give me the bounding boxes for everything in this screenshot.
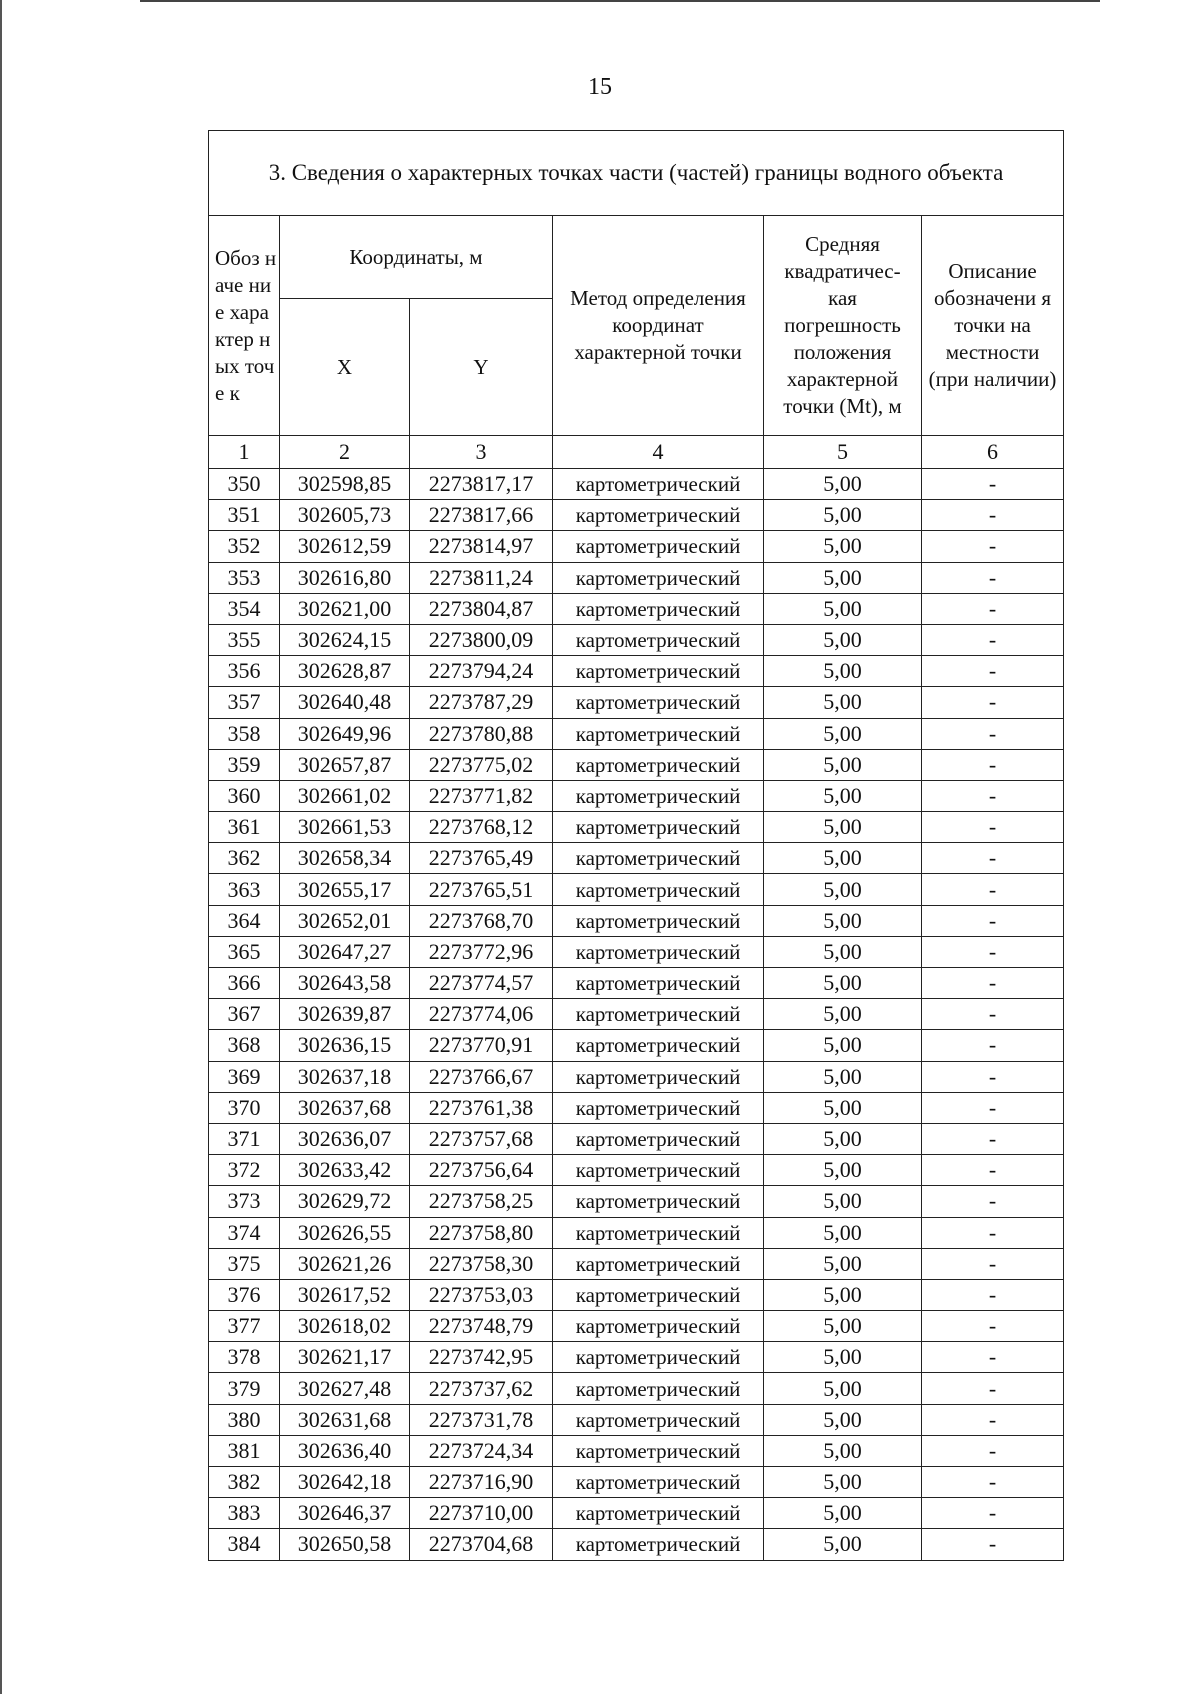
table-row	[209, 1311, 1064, 1342]
method-cell: картометрический	[553, 1311, 764, 1342]
description-cell: -	[922, 843, 1064, 874]
description-cell: -	[922, 1217, 1064, 1248]
error-cell: 5,00	[764, 656, 922, 687]
description-cell: -	[922, 1498, 1064, 1529]
x-coordinate-cell: 302633,42	[280, 1155, 410, 1186]
y-coordinate-cell: 2273804,87	[410, 593, 553, 624]
y-coordinate-cell: 2273800,09	[410, 624, 553, 655]
y-coordinate-cell: 2273761,38	[410, 1092, 553, 1123]
y-coordinate-cell: 2273817,17	[410, 469, 553, 500]
method-cell: картометрический	[553, 968, 764, 999]
x-coordinate-cell: 302628,87	[280, 656, 410, 687]
x-coordinate-cell: 302617,52	[280, 1279, 410, 1310]
method-cell: картометрический	[553, 1061, 764, 1092]
description-cell: -	[922, 656, 1064, 687]
y-coordinate-cell: 2273757,68	[410, 1123, 553, 1154]
y-coordinate-cell: 2273704,68	[410, 1529, 553, 1560]
y-coordinate-cell: 2273756,64	[410, 1155, 553, 1186]
error-cell: 5,00	[764, 562, 922, 593]
x-coordinate-cell: 302655,17	[280, 874, 410, 905]
x-coordinate-cell: 302631,68	[280, 1404, 410, 1435]
x-coordinate-cell: 302637,18	[280, 1061, 410, 1092]
table-row	[209, 812, 1064, 843]
method-cell: картометрический	[553, 531, 764, 562]
y-coordinate-cell: 2273748,79	[410, 1311, 553, 1342]
error-cell: 5,00	[764, 624, 922, 655]
header-designation: Обоз наче ние хара ктер ных точе к	[209, 216, 280, 436]
y-coordinate-cell: 2273817,66	[410, 500, 553, 531]
point-number-cell: 372	[209, 1155, 280, 1186]
table-row	[209, 936, 1064, 967]
error-cell: 5,00	[764, 1529, 922, 1560]
y-coordinate-cell: 2273774,57	[410, 968, 553, 999]
error-cell: 5,00	[764, 1217, 922, 1248]
x-coordinate-cell: 302661,53	[280, 812, 410, 843]
x-coordinate-cell: 302627,48	[280, 1373, 410, 1404]
error-cell: 5,00	[764, 1435, 922, 1466]
y-coordinate-cell: 2273811,24	[410, 562, 553, 593]
method-cell: картометрический	[553, 562, 764, 593]
point-number-cell: 373	[209, 1186, 280, 1217]
point-number-cell: 355	[209, 624, 280, 655]
description-cell: -	[922, 1248, 1064, 1279]
y-coordinate-cell: 2273724,34	[410, 1435, 553, 1466]
x-coordinate-cell: 302629,72	[280, 1186, 410, 1217]
table-row	[209, 1404, 1064, 1435]
description-cell: -	[922, 780, 1064, 811]
method-cell: картометрический	[553, 1404, 764, 1435]
y-coordinate-cell: 2273758,30	[410, 1248, 553, 1279]
point-number-cell: 365	[209, 936, 280, 967]
x-coordinate-cell: 302636,40	[280, 1435, 410, 1466]
error-cell: 5,00	[764, 1279, 922, 1310]
column-number: 6	[922, 436, 1064, 469]
point-number-cell: 370	[209, 1092, 280, 1123]
method-cell: картометрический	[553, 1529, 764, 1560]
description-cell: -	[922, 1061, 1064, 1092]
x-coordinate-cell: 302621,26	[280, 1248, 410, 1279]
method-cell: картометрический	[553, 936, 764, 967]
x-coordinate-cell: 302598,85	[280, 469, 410, 500]
table-row	[209, 874, 1064, 905]
table-row	[209, 1217, 1064, 1248]
table-row	[209, 780, 1064, 811]
error-cell: 5,00	[764, 1061, 922, 1092]
error-cell: 5,00	[764, 1467, 922, 1498]
description-cell: -	[922, 1186, 1064, 1217]
point-number-cell: 381	[209, 1435, 280, 1466]
method-cell: картометрический	[553, 1217, 764, 1248]
table-row	[209, 1529, 1064, 1560]
description-cell: -	[922, 1092, 1064, 1123]
y-coordinate-cell: 2273765,49	[410, 843, 553, 874]
column-number: 2	[280, 436, 410, 469]
y-coordinate-cell: 2273787,29	[410, 687, 553, 718]
table-row	[209, 1373, 1064, 1404]
point-number-cell: 383	[209, 1498, 280, 1529]
method-cell: картометрический	[553, 718, 764, 749]
method-cell: картометрический	[553, 1248, 764, 1279]
point-number-cell: 380	[209, 1404, 280, 1435]
description-cell: -	[922, 500, 1064, 531]
description-cell: -	[922, 968, 1064, 999]
description-cell: -	[922, 936, 1064, 967]
error-cell: 5,00	[764, 1373, 922, 1404]
column-number: 3	[410, 436, 553, 469]
y-coordinate-cell: 2273780,88	[410, 718, 553, 749]
description-cell: -	[922, 1342, 1064, 1373]
point-number-cell: 350	[209, 469, 280, 500]
point-number-cell: 357	[209, 687, 280, 718]
point-number-cell: 374	[209, 1217, 280, 1248]
y-coordinate-cell: 2273765,51	[410, 874, 553, 905]
method-cell: картометрический	[553, 500, 764, 531]
y-coordinate-cell: 2273737,62	[410, 1373, 553, 1404]
error-cell: 5,00	[764, 1404, 922, 1435]
header-x: X	[280, 299, 410, 436]
error-cell: 5,00	[764, 1342, 922, 1373]
description-cell: -	[922, 1404, 1064, 1435]
point-number-cell: 356	[209, 656, 280, 687]
y-coordinate-cell: 2273794,24	[410, 656, 553, 687]
header-y: Y	[410, 299, 553, 436]
y-coordinate-cell: 2273758,25	[410, 1186, 553, 1217]
table-row	[209, 624, 1064, 655]
description-cell: -	[922, 1311, 1064, 1342]
x-coordinate-cell: 302626,55	[280, 1217, 410, 1248]
header-coordinates: Координаты, м	[280, 216, 553, 299]
table-row	[209, 687, 1064, 718]
x-coordinate-cell: 302624,15	[280, 624, 410, 655]
x-coordinate-cell: 302642,18	[280, 1467, 410, 1498]
point-number-cell: 359	[209, 749, 280, 780]
y-coordinate-cell: 2273772,96	[410, 936, 553, 967]
table-row	[209, 1186, 1064, 1217]
error-cell: 5,00	[764, 1155, 922, 1186]
description-cell: -	[922, 999, 1064, 1030]
method-cell: картометрический	[553, 687, 764, 718]
error-cell: 5,00	[764, 531, 922, 562]
table-row	[209, 1467, 1064, 1498]
point-number-cell: 360	[209, 780, 280, 811]
point-number-cell: 378	[209, 1342, 280, 1373]
x-coordinate-cell: 302637,68	[280, 1092, 410, 1123]
x-coordinate-cell: 302649,96	[280, 718, 410, 749]
y-coordinate-cell: 2273814,97	[410, 531, 553, 562]
table-row	[209, 469, 1064, 500]
scan-edge-left	[0, 0, 2, 1694]
error-cell: 5,00	[764, 1498, 922, 1529]
x-coordinate-cell: 302621,17	[280, 1342, 410, 1373]
table-title: 3. Сведения о характерных точках части (частей) границы водного объекта	[209, 131, 1064, 216]
description-cell: -	[922, 718, 1064, 749]
table-row	[209, 843, 1064, 874]
table-row	[209, 500, 1064, 531]
point-number-cell: 375	[209, 1248, 280, 1279]
y-coordinate-cell: 2273742,95	[410, 1342, 553, 1373]
x-coordinate-cell: 302616,80	[280, 562, 410, 593]
table-row	[209, 1123, 1064, 1154]
description-cell: -	[922, 812, 1064, 843]
error-cell: 5,00	[764, 687, 922, 718]
method-cell: картометрический	[553, 624, 764, 655]
description-cell: -	[922, 624, 1064, 655]
table-row	[209, 1435, 1064, 1466]
point-number-cell: 379	[209, 1373, 280, 1404]
error-cell: 5,00	[764, 469, 922, 500]
method-cell: картометрический	[553, 812, 764, 843]
table-row	[209, 1092, 1064, 1123]
point-number-cell: 366	[209, 968, 280, 999]
table-row	[209, 1342, 1064, 1373]
method-cell: картометрический	[553, 1435, 764, 1466]
x-coordinate-cell: 302647,27	[280, 936, 410, 967]
method-cell: картометрический	[553, 1498, 764, 1529]
y-coordinate-cell: 2273768,70	[410, 905, 553, 936]
error-cell: 5,00	[764, 1092, 922, 1123]
error-cell: 5,00	[764, 905, 922, 936]
method-cell: картометрический	[553, 656, 764, 687]
x-coordinate-cell: 302639,87	[280, 999, 410, 1030]
point-number-cell: 352	[209, 531, 280, 562]
y-coordinate-cell: 2273753,03	[410, 1279, 553, 1310]
error-cell: 5,00	[764, 749, 922, 780]
point-number-cell: 362	[209, 843, 280, 874]
error-cell: 5,00	[764, 593, 922, 624]
error-cell: 5,00	[764, 874, 922, 905]
method-cell: картометрический	[553, 1030, 764, 1061]
x-coordinate-cell: 302661,02	[280, 780, 410, 811]
column-number: 5	[764, 436, 922, 469]
table-row	[209, 562, 1064, 593]
description-cell: -	[922, 1435, 1064, 1466]
page-number: 15	[588, 74, 612, 100]
description-cell: -	[922, 593, 1064, 624]
y-coordinate-cell: 2273710,00	[410, 1498, 553, 1529]
x-coordinate-cell: 302605,73	[280, 500, 410, 531]
point-number-cell: 371	[209, 1123, 280, 1154]
description-cell: -	[922, 874, 1064, 905]
error-cell: 5,00	[764, 1186, 922, 1217]
table-row	[209, 656, 1064, 687]
error-cell: 5,00	[764, 968, 922, 999]
point-number-cell: 376	[209, 1279, 280, 1310]
y-coordinate-cell: 2273768,12	[410, 812, 553, 843]
method-cell: картометрический	[553, 999, 764, 1030]
x-coordinate-cell: 302636,07	[280, 1123, 410, 1154]
error-cell: 5,00	[764, 1123, 922, 1154]
table-row	[209, 1155, 1064, 1186]
description-cell: -	[922, 1279, 1064, 1310]
column-number: 1	[209, 436, 280, 469]
x-coordinate-cell: 302636,15	[280, 1030, 410, 1061]
table-row	[209, 1030, 1064, 1061]
x-coordinate-cell: 302658,34	[280, 843, 410, 874]
x-coordinate-cell: 302640,48	[280, 687, 410, 718]
description-cell: -	[922, 469, 1064, 500]
method-cell: картометрический	[553, 749, 764, 780]
table-row	[209, 593, 1064, 624]
error-cell: 5,00	[764, 936, 922, 967]
point-number-cell: 353	[209, 562, 280, 593]
table-row	[209, 1248, 1064, 1279]
table-row	[209, 1279, 1064, 1310]
method-cell: картометрический	[553, 1279, 764, 1310]
error-cell: 5,00	[764, 718, 922, 749]
y-coordinate-cell: 2273774,06	[410, 999, 553, 1030]
method-cell: картометрический	[553, 905, 764, 936]
column-number: 4	[553, 436, 764, 469]
table-row	[209, 905, 1064, 936]
table-row	[209, 968, 1064, 999]
scan-edge-top	[140, 0, 1100, 2]
y-coordinate-cell: 2273771,82	[410, 780, 553, 811]
error-cell: 5,00	[764, 780, 922, 811]
method-cell: картометрический	[553, 1092, 764, 1123]
x-coordinate-cell: 302657,87	[280, 749, 410, 780]
x-coordinate-cell: 302652,01	[280, 905, 410, 936]
method-cell: картометрический	[553, 1123, 764, 1154]
point-number-cell: 358	[209, 718, 280, 749]
y-coordinate-cell: 2273766,67	[410, 1061, 553, 1092]
description-cell: -	[922, 1529, 1064, 1560]
error-cell: 5,00	[764, 1248, 922, 1279]
description-cell: -	[922, 749, 1064, 780]
header-error: Средняя квадратичес- кая погрешность положения характерной точки (Mt), м	[764, 216, 922, 436]
x-coordinate-cell: 302650,58	[280, 1529, 410, 1560]
description-cell: -	[922, 1467, 1064, 1498]
header-method: Метод определения координат характерной точки	[553, 216, 764, 436]
method-cell: картометрический	[553, 469, 764, 500]
description-cell: -	[922, 905, 1064, 936]
method-cell: картометрический	[553, 843, 764, 874]
description-cell: -	[922, 687, 1064, 718]
method-cell: картометрический	[553, 874, 764, 905]
description-cell: -	[922, 562, 1064, 593]
point-number-cell: 363	[209, 874, 280, 905]
table-row	[209, 1498, 1064, 1529]
boundary-points-table	[208, 130, 1064, 1561]
point-number-cell: 361	[209, 812, 280, 843]
point-number-cell: 382	[209, 1467, 280, 1498]
table-row	[209, 718, 1064, 749]
table-row	[209, 1061, 1064, 1092]
method-cell: картометрический	[553, 1373, 764, 1404]
x-coordinate-cell: 302612,59	[280, 531, 410, 562]
error-cell: 5,00	[764, 999, 922, 1030]
y-coordinate-cell: 2273716,90	[410, 1467, 553, 1498]
description-cell: -	[922, 1123, 1064, 1154]
method-cell: картометрический	[553, 1155, 764, 1186]
method-cell: картометрический	[553, 1342, 764, 1373]
error-cell: 5,00	[764, 1030, 922, 1061]
table-row	[209, 999, 1064, 1030]
table-row	[209, 749, 1064, 780]
x-coordinate-cell: 302643,58	[280, 968, 410, 999]
point-number-cell: 367	[209, 999, 280, 1030]
error-cell: 5,00	[764, 1311, 922, 1342]
method-cell: картометрический	[553, 593, 764, 624]
header-description: Описание обозначени я точки на местности (при наличии)	[922, 216, 1064, 436]
error-cell: 5,00	[764, 812, 922, 843]
method-cell: картометрический	[553, 1186, 764, 1217]
x-coordinate-cell: 302621,00	[280, 593, 410, 624]
point-number-cell: 351	[209, 500, 280, 531]
point-number-cell: 354	[209, 593, 280, 624]
point-number-cell: 377	[209, 1311, 280, 1342]
x-coordinate-cell: 302618,02	[280, 1311, 410, 1342]
point-number-cell: 369	[209, 1061, 280, 1092]
method-cell: картометрический	[553, 1467, 764, 1498]
y-coordinate-cell: 2273731,78	[410, 1404, 553, 1435]
description-cell: -	[922, 1155, 1064, 1186]
description-cell: -	[922, 1030, 1064, 1061]
y-coordinate-cell: 2273758,80	[410, 1217, 553, 1248]
error-cell: 5,00	[764, 500, 922, 531]
point-number-cell: 368	[209, 1030, 280, 1061]
y-coordinate-cell: 2273770,91	[410, 1030, 553, 1061]
point-number-cell: 364	[209, 905, 280, 936]
point-number-cell: 384	[209, 1529, 280, 1560]
description-cell: -	[922, 531, 1064, 562]
y-coordinate-cell: 2273775,02	[410, 749, 553, 780]
x-coordinate-cell: 302646,37	[280, 1498, 410, 1529]
description-cell: -	[922, 1373, 1064, 1404]
method-cell: картометрический	[553, 780, 764, 811]
table-row	[209, 531, 1064, 562]
error-cell: 5,00	[764, 843, 922, 874]
